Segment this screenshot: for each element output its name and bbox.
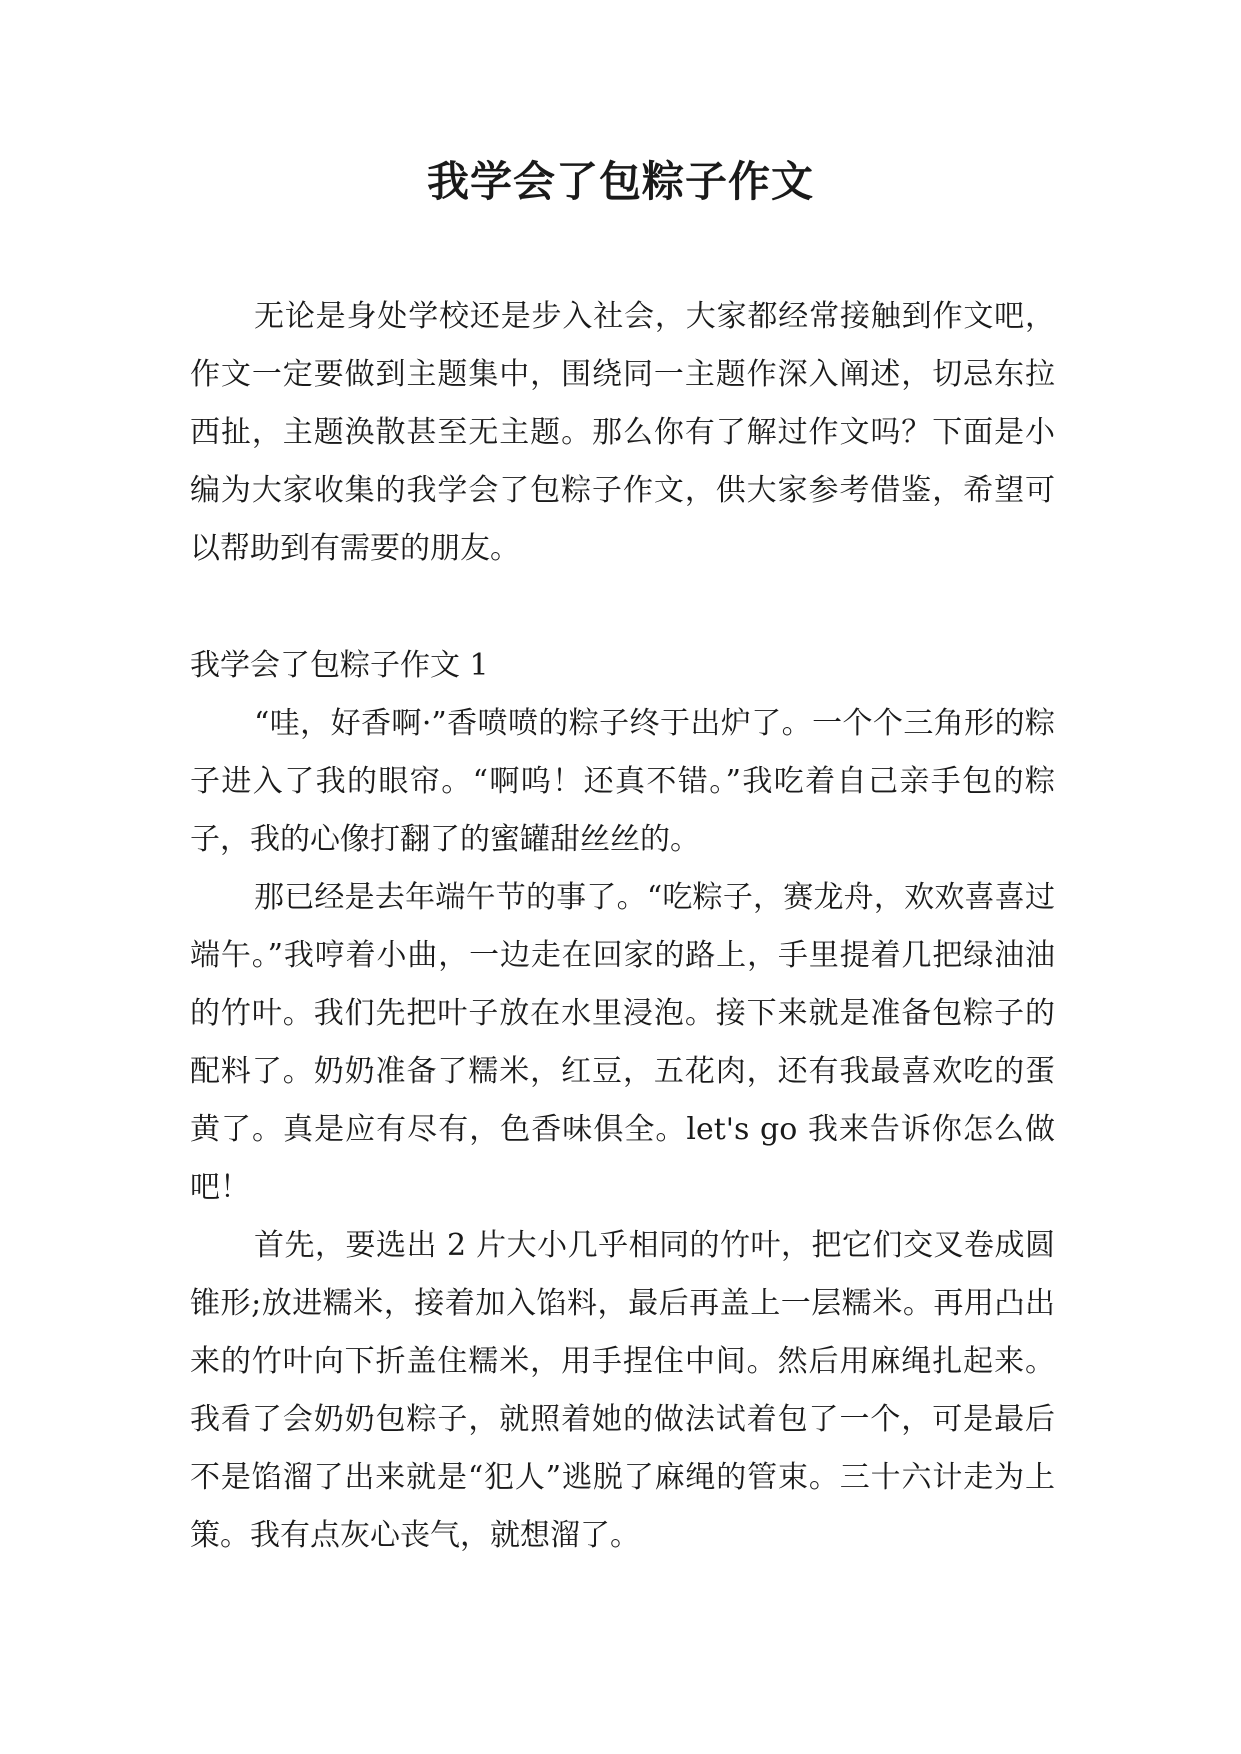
essay-paragraph: 那已经是去年端午节的事了。“吃粽子，赛龙舟，欢欢喜喜过端午。”我哼着小曲，一边走在回家的路上，手里提着几把绿油油的竹叶。我们先把叶子放在水里浸泡。接下来就是准备包粽子的配料了。奶奶准备了糯米，红豆，五花肉，还有我最喜欢吃的蛋黄了。真是应有尽有，色香味俱全。let's go 我来告诉你怎么做吧！ <box>190 880 1055 1205</box>
intro-paragraph: 无论是身处学校还是步入社会，大家都经常接触到作文吧，作文一定要做到主题集中，围绕同一主题作深入阐述，切忌东拉西扯，主题涣散甚至无主题。那么你有了解过作文吗？下面是小编为大家收集的我学会了包粽子作文，供大家参考借鉴，希望可以帮助到有需要的朋友。 <box>190 299 1055 566</box>
essay-paragraph: 首先，要选出 2 片大小几乎相同的竹叶，把它们交叉卷成圆锥形;放进糯米，接着加入馅料，最后再盖上一层糯米。再用凸出来的竹叶向下折盖住糯米，用手捏住中间。然后用麻绳扎起来。我看了会奶奶包粽子，就照着她的做法试着包了一个，可是最后不是馅溜了出来就是“犯人”逃脱了麻绳的管束。三十六计走为上策。我有点灰心丧气，就想溜了。 <box>190 1228 1055 1553</box>
essay-section <box>190 637 1055 1565</box>
intro-section <box>190 288 1055 578</box>
essay-paragraph: “哇，好香啊·”香喷喷的粽子终于出炉了。一个个三角形的粽子进入了我的眼帘。“啊呜！还真不错。”我吃着自己亲手包的粽子，我的心像打翻了的蜜罐甜丝丝的。 <box>190 706 1055 857</box>
section-heading: 我学会了包粽子作文 1 <box>190 648 489 683</box>
document-title: 我学会了包粽子作文 <box>426 157 814 206</box>
